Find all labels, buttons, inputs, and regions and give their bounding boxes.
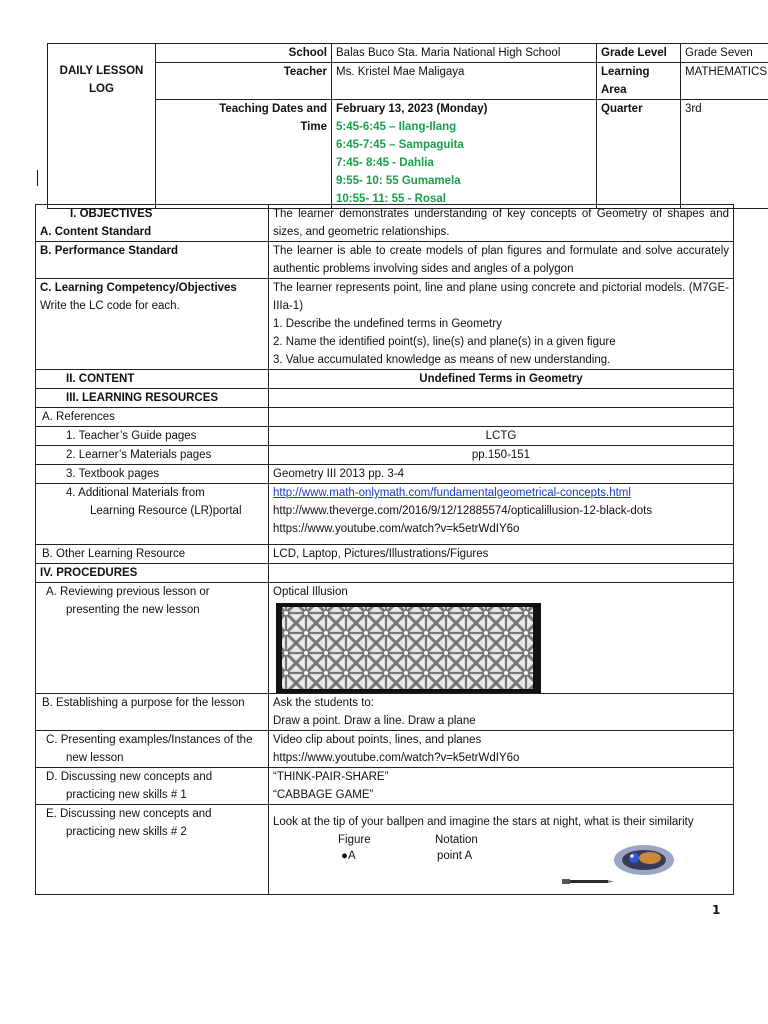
proc-d-label-line2: practicing new skills # 1 <box>66 789 187 801</box>
notation-header: Notation <box>435 834 478 846</box>
tb-label: 3. Textbook pages <box>36 465 269 484</box>
proc-b-line2: Draw a point. Draw a line. Draw a plane <box>273 715 476 727</box>
quarter-label: Quarter <box>597 100 681 209</box>
teacher-label: Teacher <box>156 63 332 100</box>
notation-point: point A <box>437 850 473 862</box>
empty-cell <box>269 389 734 408</box>
log-title-line1: DAILY LESSON <box>59 65 144 77</box>
proc-c-value <box>269 731 734 768</box>
proc-b-line1: Ask the students to: <box>273 697 375 709</box>
performance-standard-label: B. Performance Standard <box>36 242 269 279</box>
teacher-value: Ms. Kristel Mae Maligaya <box>332 63 597 100</box>
procedures-heading: IV. PROCEDURES <box>36 564 269 583</box>
proc-c-label-line2: new lesson <box>66 752 124 764</box>
lc-value-cell <box>269 279 734 370</box>
proc-c-label-line1: C. Presenting examples/Instances of the <box>46 734 253 746</box>
optical-illusion-image <box>276 603 541 693</box>
lm-value: pp.150-151 <box>269 446 734 465</box>
proc-d-line2: “CABBAGE GAME” <box>273 789 374 801</box>
proc-d-line1: “THINK-PAIR-SHARE” <box>273 771 389 783</box>
proc-c-label <box>36 731 269 768</box>
lc-label: C. Learning Competency/Objectives <box>40 282 237 294</box>
main-table <box>35 204 734 895</box>
other-resource-label: B. Other Learning Resource <box>36 545 269 564</box>
text-cursor <box>37 170 38 186</box>
area-label-line2: Area <box>601 84 627 96</box>
schedule-item: 6:45-7:45 – Sampaguita <box>336 139 464 151</box>
verge-link: http://www.theverge.com/2016/9/12/12885574/opticalillusion-12-black-dots <box>273 505 653 517</box>
proc-e-label-line2: practicing new skills # 2 <box>66 826 187 838</box>
proc-e-text: Look at the tip of your ballpen and imagine the stars at night, what is their similarity <box>273 816 694 828</box>
school-label: School <box>156 44 332 63</box>
area-label-line1: Learning <box>601 66 650 78</box>
performance-standard-value: The learner is able to create models of plan figures and formulate and solve accurately authentic problems involving sides and angles of a polygon <box>269 242 734 279</box>
dates-value <box>332 100 597 209</box>
proc-c-line1: Video clip about points, lines, and planes <box>273 734 482 746</box>
proc-a-label <box>36 583 269 694</box>
other-resource-value: LCD, Laptop, Pictures/Illustrations/Figures <box>269 545 734 564</box>
lc-item: 1. Describe the undefined terms in Geometry <box>273 318 502 330</box>
date-value: February 13, 2023 (Monday) <box>336 103 488 115</box>
lc-value: The learner represents point, line and plane using concrete and pictorial models. (M7GE-IIIa-1) <box>273 282 729 312</box>
am-label-line1: 4. Additional Materials from <box>66 487 205 499</box>
proc-b-value <box>269 694 734 731</box>
lc-cell <box>36 279 269 370</box>
empty-cell <box>269 408 734 427</box>
proc-a-value <box>269 583 734 694</box>
schedule-item: 7:45- 8:45 - Dahlia <box>336 157 434 169</box>
figure-header: Figure <box>338 834 371 846</box>
page-number: 1 <box>712 903 721 917</box>
content-value: Undefined Terms in Geometry <box>269 370 734 389</box>
dates-label <box>156 100 332 209</box>
grade-label: Grade Level <box>597 44 681 63</box>
tg-value: LCTG <box>269 427 734 446</box>
objectives-heading: I. OBJECTIVES <box>70 208 153 220</box>
content-label: II. CONTENT <box>36 370 269 389</box>
proc-e-label <box>36 805 269 895</box>
dates-label-line2: Time <box>300 121 327 133</box>
ballpen-stars-image <box>558 842 678 890</box>
proc-e-value <box>269 805 734 895</box>
area-label <box>597 63 681 100</box>
proc-a-label-line1: A. Reviewing previous lesson or <box>46 586 210 598</box>
proc-e-label-line1: E. Discussing new concepts and <box>46 808 212 820</box>
objectives-cell <box>36 205 269 242</box>
content-standard-value: The learner demonstrates understanding of key concepts of Geometry of shapes and sizes, and geometric relationships. <box>269 205 734 242</box>
schedule-item: 10:55- 11: 55 - Rosal <box>336 193 446 205</box>
references-label: A. References <box>36 408 269 427</box>
am-links-cell <box>269 484 734 545</box>
header-table <box>47 43 768 209</box>
figure-point: ●A <box>341 850 356 862</box>
proc-c-line2: https://www.youtube.com/watch?v=k5etrWdIY6o <box>273 752 520 764</box>
empty-cell <box>269 564 734 583</box>
quarter-value: 3rd <box>681 100 768 209</box>
schedule-item: 5:45-6:45 – Ilang-Ilang <box>336 121 457 133</box>
proc-d-value <box>269 768 734 805</box>
grade-value: Grade Seven <box>681 44 768 63</box>
proc-d-label <box>36 768 269 805</box>
proc-b-label: B. Establishing a purpose for the lesson <box>36 694 269 731</box>
area-value: MATHEMATICS <box>681 63 768 100</box>
lc-sub: Write the LC code for each. <box>40 300 180 312</box>
log-title <box>48 44 156 209</box>
resources-heading: III. LEARNING RESOURCES <box>36 389 269 408</box>
dates-label-line1: Teaching Dates and <box>219 103 327 115</box>
lc-item: 2. Name the identified point(s), line(s) and plane(s) in a given figure <box>273 336 616 348</box>
log-title-line2: LOG <box>89 83 114 95</box>
math-onlymath-link[interactable]: http://www.math-onlymath.com/fundamentalgeometrical-concepts.html <box>273 487 631 499</box>
tb-value: Geometry III 2013 pp. 3-4 <box>269 465 734 484</box>
proc-d-label-line1: D. Discussing new concepts and <box>46 771 213 783</box>
lc-item: 3. Value accumulated knowledge as means of new understanding. <box>273 354 611 366</box>
content-standard-label: A. Content Standard <box>40 226 152 238</box>
tg-label: 1. Teacher’s Guide pages <box>36 427 269 446</box>
optical-illusion-label: Optical Illusion <box>273 586 348 598</box>
youtube-link: https://www.youtube.com/watch?v=k5etrWdIY6o <box>273 523 520 535</box>
am-label-line2: Learning Resource (LR)portal <box>90 505 242 517</box>
lm-label: 2. Learner’s Materials pages <box>36 446 269 465</box>
schedule-item: 9:55- 10: 55 Gumamela <box>336 175 461 187</box>
proc-a-label-line2: presenting the new lesson <box>66 604 200 616</box>
school-value: Balas Buco Sta. Maria National High School <box>332 44 597 63</box>
am-label-cell <box>36 484 269 545</box>
